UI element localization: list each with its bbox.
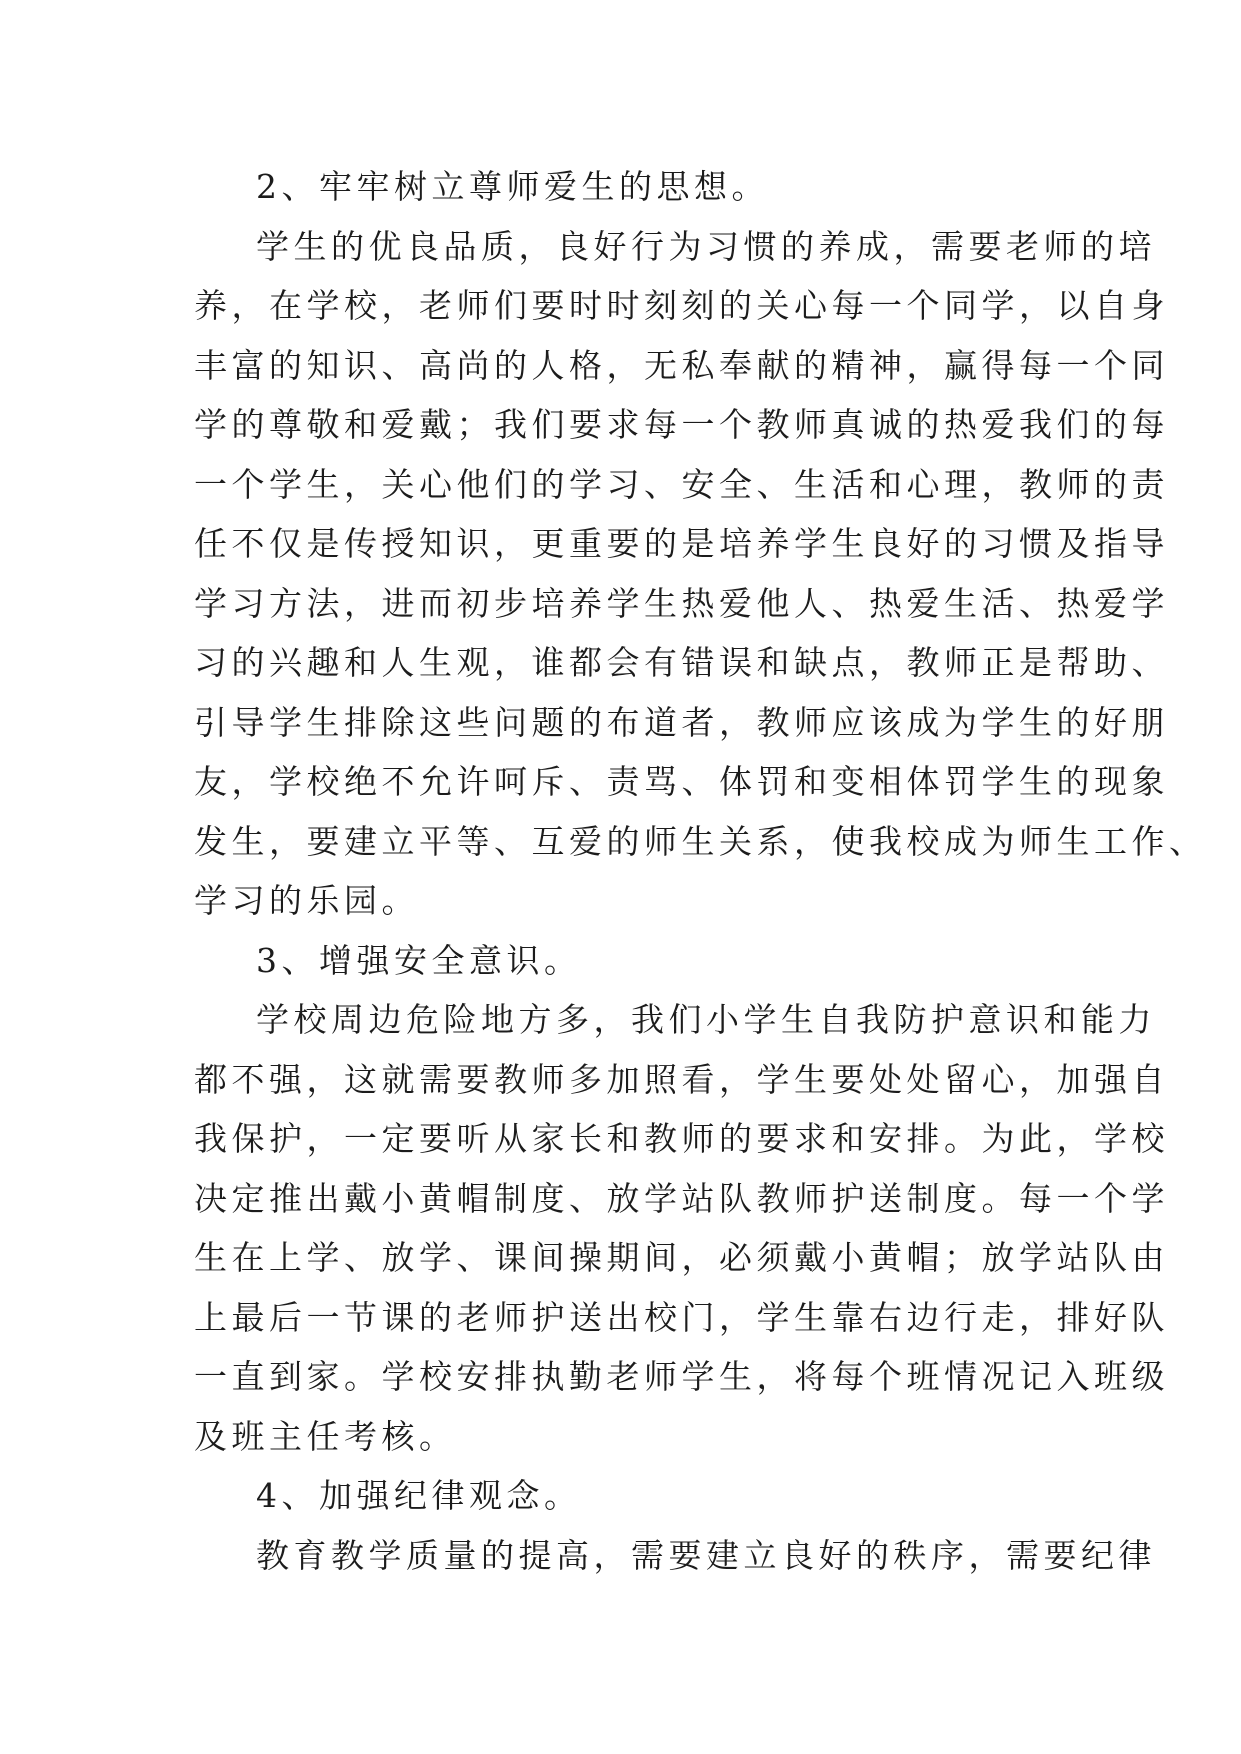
paragraph-line: 习的兴趣和人生观，谁都会有错误和缺点，教师正是帮助、 xyxy=(194,643,1169,682)
paragraph-line: 一个学生，关心他们的学习、安全、生活和心理，教师的责 xyxy=(194,464,1169,504)
paragraph-line: 教育教学质量的提高，需要建立良好的秩序，需要纪律 xyxy=(256,1535,1156,1575)
paragraph-line: 一直到家。学校安排执勤老师学生，将每个班情况记入班级 xyxy=(194,1357,1169,1396)
paragraph-line: 学生的优良品质，良好行为习惯的养成，需要老师的培 xyxy=(256,226,1156,266)
paragraph-line: 任不仅是传授知识，更重要的是培养学生良好的习惯及指导 xyxy=(194,524,1169,563)
section-heading-3: 3、增强安全意识。 xyxy=(256,940,582,980)
paragraph-line: 养，在学校，老师们要时时刻刻的关心每一个同学，以自身 xyxy=(194,286,1169,325)
paragraph-line: 决定推出戴小黄帽制度、放学站队教师护送制度。每一个学 xyxy=(194,1178,1169,1218)
paragraph-line: 及班主任考核。 xyxy=(194,1416,457,1456)
paragraph-line: 丰富的知识、高尚的人格，无私奉献的精神，赢得每一个同 xyxy=(194,345,1169,385)
section-heading-4: 4、加强纪律观念。 xyxy=(256,1476,582,1515)
paragraph-line: 引导学生排除这些问题的布道者，教师应该成为学生的好朋 xyxy=(194,702,1169,742)
paragraph-line: 发生，要建立平等、互爱的师生关系，使我校成为师生工作、 xyxy=(194,821,1207,861)
document-body xyxy=(194,157,1207,1585)
paragraph-line: 生在上学、放学、课间操期间，必须戴小黄帽；放学站队由 xyxy=(194,1238,1169,1277)
section-heading-2: 2、牢牢树立尊师爱生的思想。 xyxy=(256,167,769,206)
paragraph-line: 都不强，这就需要教师多加照看，学生要处处留心，加强自 xyxy=(194,1059,1169,1099)
paragraph-line: 学的尊敬和爱戴；我们要求每一个教师真诚的热爱我们的每 xyxy=(194,405,1169,444)
paragraph-line: 我保护，一定要听从家长和教师的要求和安排。为此，学校 xyxy=(194,1119,1169,1158)
paragraph-line: 学习的乐园。 xyxy=(194,881,419,920)
paragraph-line: 上最后一节课的老师护送出校门，学生靠右边行走，排好队 xyxy=(194,1297,1169,1337)
paragraph-line: 友，学校绝不允许呵斥、责骂、体罚和变相体罚学生的现象 xyxy=(194,762,1169,801)
paragraph-line: 学校周边危险地方多，我们小学生自我防护意识和能力 xyxy=(256,1000,1156,1039)
paragraph-line: 学习方法，进而初步培养学生热爱他人、热爱生活、热爱学 xyxy=(194,583,1169,623)
